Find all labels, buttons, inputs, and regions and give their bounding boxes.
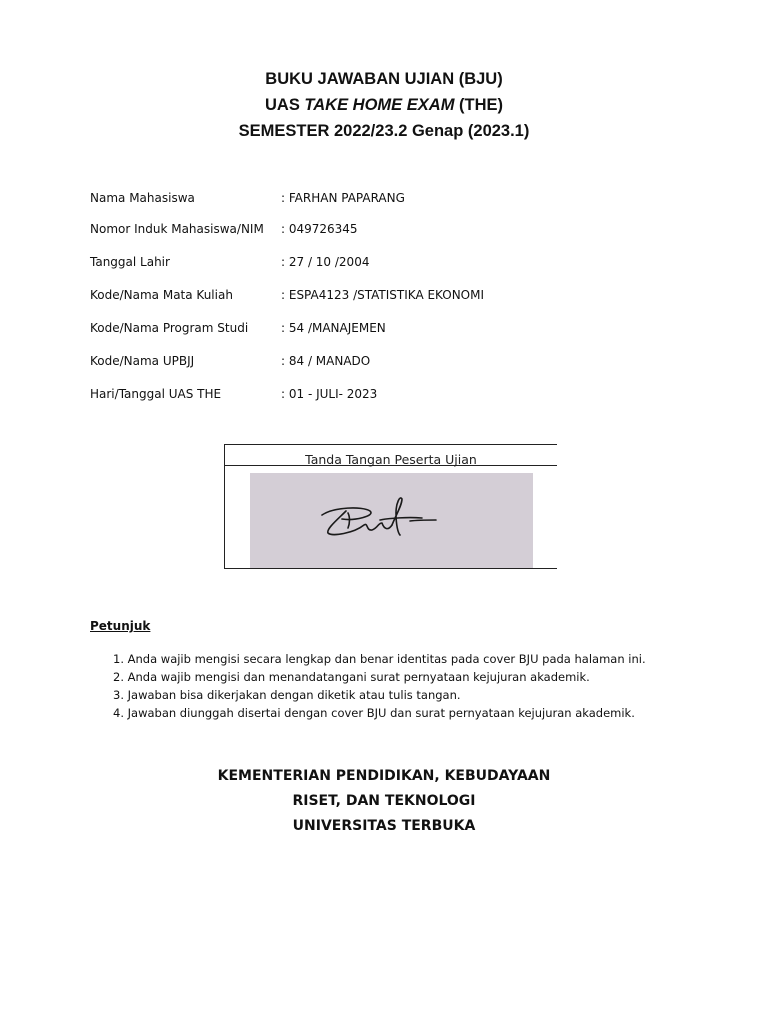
signature-image xyxy=(250,473,533,568)
header-semester: SEMESTER 2022/23.2 Genap (2023.1) xyxy=(238,122,530,140)
identity-label: Kode/Nama Mata Kuliah xyxy=(90,288,233,302)
identity-value: : 84 / MANADO xyxy=(281,354,371,368)
signature-title: Tanda Tangan Peserta Ujian xyxy=(305,452,477,467)
instruction-item: 2. Anda wajib mengisi dan menandatangani surat pernyataan kejujuran akademik. xyxy=(113,670,590,684)
identity-value: : 049726345 xyxy=(281,222,358,236)
identity-label: Nomor Induk Mahasiswa/NIM xyxy=(90,222,264,236)
identity-row-upbjj xyxy=(90,351,650,371)
identity-row-nim xyxy=(90,219,650,239)
identity-value: : 54 /MANAJEMEN xyxy=(281,321,386,335)
instruction-list xyxy=(113,650,646,722)
identity-row-mata-kuliah xyxy=(90,285,650,305)
footer-ministry-cont: RISET, DAN TEKNOLOGI xyxy=(292,793,476,809)
header-exam-italic: TAKE HOME EXAM xyxy=(304,96,455,114)
identity-label: Kode/Nama UPBJJ xyxy=(90,354,195,368)
identity-row-program-studi xyxy=(90,318,650,338)
footer-ministry: KEMENTERIAN PENDIDIKAN, KEBUDAYAAN xyxy=(217,768,551,784)
identity-row-tanggal-lahir xyxy=(90,252,650,272)
instruction-item: 1. Anda wajib mengisi secara lengkap dan benar identitas pada cover BJU pada halaman ini. xyxy=(113,652,646,666)
footer-university: UNIVERSITAS TERBUKA xyxy=(292,818,476,834)
identity-label: Tanggal Lahir xyxy=(90,255,170,269)
identity-value: : 01 - JULI- 2023 xyxy=(281,387,378,401)
instruction-item: 3. Jawaban bisa dikerjakan dengan diketik atau tulis tangan. xyxy=(113,688,461,702)
identity-label: Nama Mahasiswa xyxy=(90,191,195,205)
institution-footer xyxy=(0,764,768,839)
identity-label: Kode/Nama Program Studi xyxy=(90,321,249,335)
signature-divider xyxy=(225,465,557,466)
instruction-item: 4. Jawaban diunggah disertai dengan cover BJU dan surat pernyataan kejujuran akademik. xyxy=(113,706,635,720)
document-header xyxy=(0,66,768,144)
identity-label: Hari/Tanggal UAS THE xyxy=(90,387,222,401)
header-title: BUKU JAWABAN UJIAN (BJU) xyxy=(265,70,503,88)
petunjuk-title: Petunjuk xyxy=(90,619,151,633)
header-exam-suffix: (THE) xyxy=(454,96,504,114)
handwritten-signature-icon xyxy=(250,473,533,568)
identity-value: : FARHAN PAPARANG xyxy=(281,191,405,205)
signature-box xyxy=(224,444,557,569)
header-exam-type xyxy=(0,92,768,118)
header-exam-prefix: UAS xyxy=(264,96,305,114)
identity-value: : 27 / 10 /2004 xyxy=(281,255,370,269)
identity-row-nama xyxy=(90,188,650,208)
identity-value: : ESPA4123 /STATISTIKA EKONOMI xyxy=(281,288,485,302)
identity-row-hari-tanggal xyxy=(90,384,650,404)
